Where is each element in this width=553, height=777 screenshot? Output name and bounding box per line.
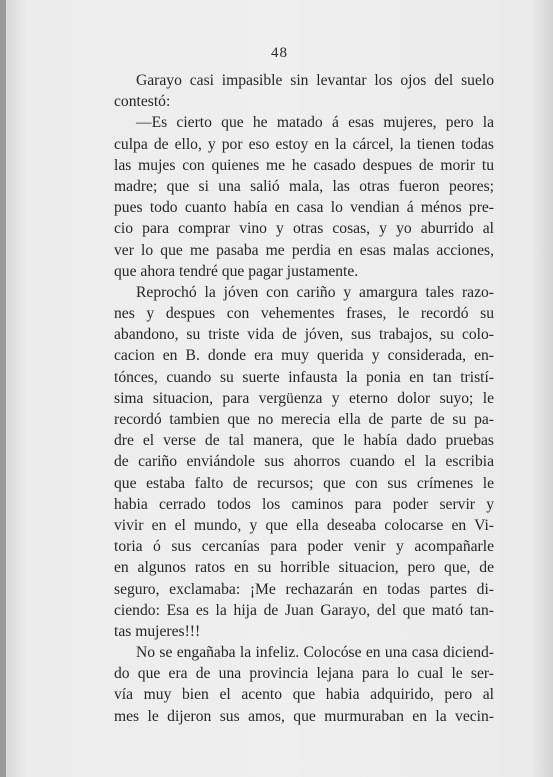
text-line: seguro, exclamaba: ¡Me rechazarán en todas partes di- [114, 580, 494, 598]
text-line: cacion en B. donde era muy querida y considerada, en- [114, 347, 494, 365]
text-line: Garayo casi impasible sin levantar los ojos del suelo [136, 72, 494, 89]
text-line: contestó: [114, 93, 171, 111]
text-line: sima situacion, para vergüenza y eterno dolor suyo; le [114, 389, 494, 407]
text-line: pues todo cuanto había en casa lo vendian á ménos pre- [114, 199, 494, 217]
text-line: cio para comprar vino y otras cosas, y yo aburrido al [114, 220, 494, 238]
text-line: Reprochó la jóven con cariño y amargura tales razo- [136, 283, 494, 301]
text-line: habia cerrado todos los caminos para poder servir y [114, 495, 494, 513]
text-line: No se engañaba la infeliz. Colocóse en una casa diciend- [136, 644, 494, 662]
text-line: —Es cierto que he matado á esas mujeres, pero la [136, 114, 494, 132]
text-line: de cariño enviándole sus ahorros cuando el la escribia [114, 453, 494, 471]
text-line: tas mujeres!!! [114, 622, 201, 640]
text-line: dre el verse de tal manera, que le había dado pruebas [114, 432, 494, 450]
page-number: 48 [271, 45, 288, 61]
text-line: las mujes con quienes me he casado despues de morir tu [114, 156, 494, 174]
text-line: tónces, cuando su suerte infausta la ponia en tan tristí- [114, 368, 494, 386]
text-line: madre; que si una salió mala, las otras fueron peores; [114, 177, 494, 195]
text-line: recordó tambien que no merecia ella de parte de su pa- [114, 411, 494, 428]
text-line: vivir en el mundo, y que ella deseaba colocarse en Vi- [114, 516, 494, 534]
text-line: ciendo: Esa es la hija de Juan Garayo, del que mató tan- [114, 601, 494, 619]
text-line: mes le dijeron sus amos, que murmuraban en la vecin- [114, 707, 494, 725]
text-line: abandono, su triste vida de jóven, sus trabajos, su colo- [114, 326, 494, 344]
body-text [114, 70, 494, 727]
text-line: toria ó sus cercanías para poder venir y acompañarle [114, 538, 494, 556]
text-line: que estaba falto de recursos; que con sus crímenes le [114, 474, 494, 492]
text-line: culpa de ello, y por eso estoy en la cárcel, la tienen todas [114, 135, 494, 153]
text-line: ver lo que me pasaba me perdia en esas malas acciones, [114, 241, 494, 259]
text-line: en algunos ratos en su horrible situacion, pero que, de [114, 559, 494, 577]
text-line: que ahora tendré que pagar justamente. [114, 262, 359, 280]
text-line: nes y despues con vehementes frases, le recordó su [114, 305, 494, 323]
text-line: do que era de una provincia lejana para lo cual le ser- [114, 665, 494, 683]
text-line: vía muy bien el acento que habia adquirido, pero al [114, 686, 494, 704]
book-page [6, 0, 553, 777]
